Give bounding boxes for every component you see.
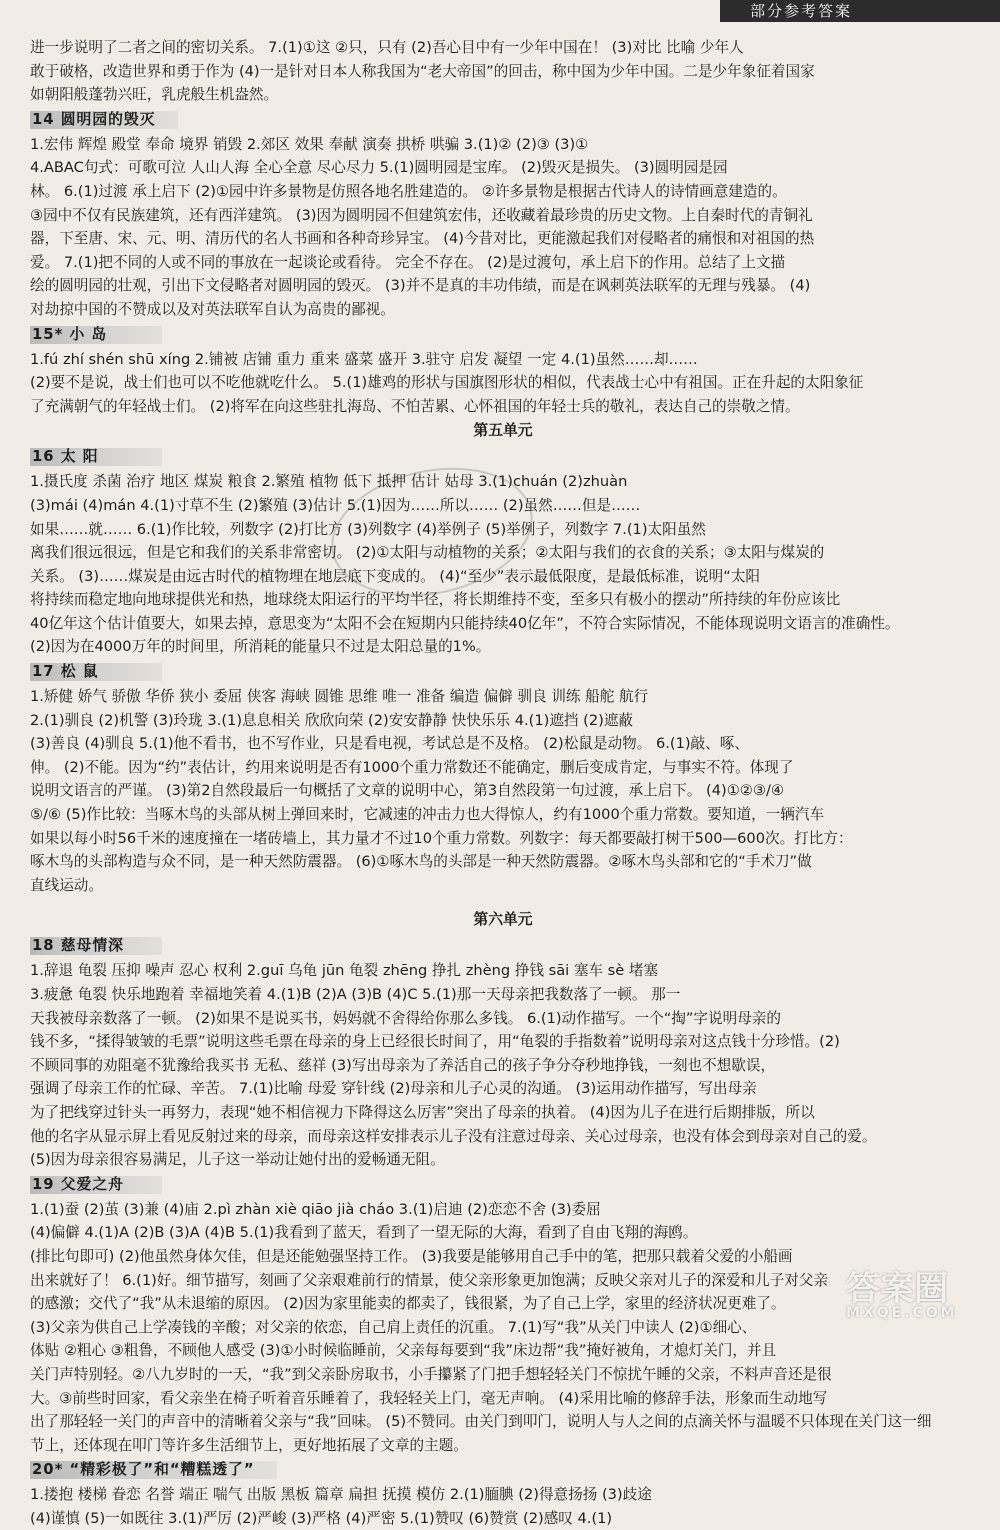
answer-line: 直线运动。 [30, 876, 103, 894]
answer-line: 2.(1)驯良 (2)机警 (3)玲珑 3.(1)息息相关 欣欣向荣 (2)安安静静 快快乐乐 4.(1)遮挡 (2)遮蔽 [30, 711, 634, 729]
answer-line: (2)因为在4000万年的时间里，所消耗的能量只不过是太阳总量的1%。 [30, 638, 491, 656]
lesson-title: 20* “精彩极了”和“糟糕透了” [30, 1461, 277, 1479]
spacer [30, 897, 976, 907]
answer-line: 1.(1)蚕 (2)茧 (3)兼 (4)庙 2.pì zhàn xiè qiāo jià cháo 3.(1)启迪 (2)恋恋不舍 (3)委屈 [30, 1200, 601, 1218]
lesson-heading [30, 109, 976, 131]
lesson-heading [30, 661, 976, 683]
answer-line: 体贴 ②粗心 ③粗鲁，不顾他人感受 (3)①小时候临睡前，父亲每每要到“我”床边帮“我”掩好被角，才熄灯关门，并且 [30, 1342, 777, 1360]
site-logo [846, 1269, 992, 1324]
unit-title: 第六单元 [473, 911, 533, 929]
answer-line: 爱。 7.(1)把不同的人或不同的事放在一起谈论或看待。 完全不存在。 (2)是过渡句，承上启下的作用。总结了上文描 [30, 253, 786, 271]
answer-line: 的感激；交代了“我”从未退缩的原因。 (2)因为家里能卖的都卖了，钱很紧，为了自己上学，家里的经济状况更难了。 [30, 1295, 786, 1313]
answer-line: 关门声特别轻。②八九岁时的一天，“我”到父亲卧房取书，小手攥紧了门把手想轻轻关门不惊扰午睡的父亲，不料声音还是很 [30, 1365, 832, 1383]
answer-line: 1.fú zhí shén shū xíng 2.铺被 店铺 重力 重来 盛菜 盛开 3.驻守 启发 凝望 一定 4.(1)虽然……却…… [30, 350, 698, 368]
answer-line: 不顾同事的劝阻毫不犹豫给我买书 无私、慈祥 (3)写出母亲为了养活自己的孩子争分夺秒地挣钱，一刻也不想歇误， [30, 1056, 776, 1074]
logo-text: 答案圈 [846, 1269, 948, 1309]
answer-line: 钱不多，“揉得皱皱的毛票”说明这些毛票在母亲的身上已经很长时间了，用“龟裂的手指数着”说明母亲对这点钱十分珍惜。(2) [30, 1033, 840, 1051]
answer-line: 他的名字从显示屏上看见反射过来的母亲，而母亲这样安排表示儿子没有注意过母亲、关心过母亲，也没有体会到母亲对自己的爱。 [30, 1127, 877, 1145]
answer-line: 1.矫健 娇气 骄傲 华侨 狭小 委屈 侠客 海峡 圆锥 思维 唯一 准备 编造 偏僻 驯良 训练 船舵 航行 [30, 688, 649, 706]
answer-line: (3)善良 (4)驯良 5.(1)他不看书，也不写作业，只是看电视，考试总是不及格。 (2)松鼠是动物。 6.(1)敲、啄、 [30, 735, 749, 753]
answer-line: 为了把线穿过针头一再努力，表现“她不相信视力下降得这么厉害”突出了母亲的执着。 (4)因为儿子在进行后期排版，所以 [30, 1103, 815, 1121]
answer-line: 如朝阳般蓬勃兴旺，乳虎般生机盎然。 [30, 86, 279, 104]
answer-line: 林。 6.(1)过渡 承上启下 (2)①园中许多景物是仿照各地名胜建造的。 ②许多景物是根据古代诗人的诗情画意建造的。 [30, 182, 787, 200]
answer-line: (2)要不是说，战士们也可以不吃他就吃什么。 5.(1)雄鸡的形状与国旗图形状的相似，代表战士心中有祖国。正在升起的太阳象征 [30, 374, 864, 392]
answer-line: (排比句即可) (2)他虽然身体欠佳，但是还能勉强坚持工作。 (3)我要是能够用自己手中的笔，把那只载着父爱的小船画 [30, 1247, 793, 1265]
answer-line: 了充满朝气的年轻战士们。 (2)将军在向这些驻扎海岛、不怕苦累、心怀祖国的年轻士兵的敬礼，表达自己的崇敬之情。 [30, 397, 800, 415]
answer-line: 出来就好了！ 6.(1)好。细节描写，刻画了父亲艰难前行的情景，使父亲形象更加饱满；反映父亲对儿子的深爱和儿子对父亲 [30, 1271, 829, 1289]
lesson-title: 19 父爱之舟 [30, 1176, 162, 1194]
lesson-heading [30, 1174, 976, 1196]
answer-line: 伸。 (2)不能。因为“约”表估计，约用来说明是否有1000个重力常数还不能确定，删后变成肯定，与事实不符。体现了 [30, 758, 794, 776]
answer-line: (3)mái (4)mán 4.(1)寸草不生 (2)繁殖 (3)估计 5.(1)因为……所以…… (2)虽然……但是…… [30, 496, 641, 514]
answer-line: 1.搂抱 楼梯 眷恋 名誉 端正 喘气 出版 黑板 篇章 扁担 抚摸 模仿 2.(1)腼腆 (2)得意扬扬 (3)歧途 [30, 1486, 652, 1504]
answer-line: (4)偏僻 4.(1)A (2)B (3)A (4)B 5.(1)我看到了蓝天，看到了一望无际的大海，看到了自由飞翔的海鸥。 [30, 1224, 698, 1242]
answer-line: 将持续而稳定地向地球提供光和热，地球绕太阳运行的平均半径，将长期维持不变，至多只有极小的摆动”所持续的年份应该比 [30, 591, 841, 609]
answer-line: ⑤/⑥ (5)作比较：当啄木鸟的头部从树上弹回来时，它减速的冲击力也大得惊人，约有1000个重力常数。要知道，一辆汽车 [30, 806, 825, 824]
lesson-heading [30, 1459, 976, 1481]
answer-line: 进一步说明了二者之间的密切关系。 7.(1)①这 ②只，只有 (2)吾心目中有一少年中国在！ (3)对比 比喻 少年人 [30, 39, 744, 56]
answer-line: ③园中不仅有民族建筑，还有西洋建筑。 (3)因为圆明园不但建筑宏伟，还收藏着最珍贵的历史文物。上自秦时代的青铜礼 [30, 206, 813, 224]
answer-line: (4)谨慎 (5)一如既往 3.(1)严厉 (2)严峻 (3)严格 (4)严密 5.(1)赞叹 (6)赞赏 (2)感叹 4.(1) [30, 1509, 613, 1527]
answer-line: 如果以每小时56千米的速度撞在一堵砖墙上，其力量才不过10个重力常数。列数字：每天都要敲打树干500—600次。打比方： [30, 829, 853, 847]
answer-line: 1.摄氏度 杀菌 治疗 地区 煤炭 粮食 2.繁殖 植物 低下 抵押 估计 姑母 3.(1)chuán (2)zhuàn [30, 473, 628, 491]
answer-line: 天我被母亲数落了一顿。 (2)如果不是说买书，妈妈就不舍得给你那么多钱。 6.(1)动作描写。一个“掏”字说明母亲的 [30, 1009, 781, 1027]
answer-line: (3)父亲为供自己上学凑钱的辛酸；对父亲的依恋，自己肩上责任的沉重。 7.(1)写“我”从关门中读人 (2)①细心、 [30, 1318, 757, 1336]
answer-line: 40亿年这个估计值要大，如果去掉，意思变为“太阳不会在短期内只能持续40亿年”，不符合实际情况，不能体现说明文语言的准确性。 [30, 614, 900, 632]
answer-line: 关系。 (3)……煤炭是由远古时代的植物埋在地层底下变成的。 (4)“至少”表示最低限度，是最低标准，说明“太阳 [30, 567, 761, 585]
lesson-title: 15* 小 岛 [30, 326, 162, 344]
answer-line: 绘的圆明园的壮观，引出下文侵略者对圆明园的毁灭。 (3)并不是真的丰功伟绩，而是在讽刺英法联军的无理与残暴。 (4) [30, 277, 811, 295]
logo-domain: MXQE.COM [846, 1305, 958, 1321]
answer-line: 4.ABAC句式：可歌可泣 人山人海 全心全意 尽心尽力 5.(1)圆明园是宝库。 (2)毁灭是损失。 (3)圆明园是园 [30, 159, 728, 177]
answer-content [30, 36, 976, 1530]
unit-title: 第五单元 [473, 422, 533, 440]
answer-line: 出了那轻轻一关门的声音中的清晰着父亲与“我”回味。 (5)不赞同。由关门到叩门，说明人与人之间的点滴关怀与温暖不只体现在关门这一细 [30, 1413, 932, 1431]
header-title: 部分参考答案 [750, 2, 853, 20]
answer-line: 如果……就…… 6.(1)作比较，列数字 (2)打比方 (3)列数字 (4)举例子 (5)举例子，列数字 7.(1)太阳虽然 [30, 520, 706, 538]
lesson-title: 18 慈母情深 [30, 937, 162, 955]
page-header [720, 0, 1000, 22]
lesson-heading [30, 935, 976, 957]
answer-line: 强调了母亲工作的忙碌、辛苦。 7.(1)比喻 母爱 穿针线 (2)母亲和儿子心灵的沟通。 (3)运用动作描写，写出母亲 [30, 1080, 757, 1098]
lesson-title: 17 松 鼠 [30, 663, 162, 681]
lesson-title: 16 太 阳 [30, 448, 162, 466]
answer-line: 大。③前些时回家，看父亲坐在椅子听着音乐睡着了，我轻轻关上门，毫无声响。 (4)采用比喻的修辞手法，形象而生动地写 [30, 1389, 828, 1407]
lesson-heading [30, 446, 976, 468]
answer-line: 3.疲惫 龟裂 快乐地跑着 幸福地笑着 4.(1)B (2)A (3)B (4)C 5.(1)那一天母亲把我数落了一顿。 那一 [30, 986, 681, 1003]
answer-line: 说明文语言的严谨。 (3)第2自然段最后一句概括了文章的说明中心，第3自然段第一句过渡，承上启下。 (4)①②③/④ [30, 782, 784, 800]
answer-line: 1.辞退 龟裂 压抑 噪声 忍心 权利 2.guī 乌龟 jūn 龟裂 zhēng 挣扎 zhèng 挣钱 sāi 塞车 sè 堵塞 [30, 962, 659, 980]
lesson-title: 14 圆明园的毁灭 [30, 111, 178, 129]
answer-line: 节上，还体现在叩门等许多生活细节上，更好地拓展了文章的主题。 [30, 1436, 468, 1454]
answer-line: 对劫掠中国的不赞成以及对英法联军自认为高贵的鄙视。 [30, 300, 395, 318]
lesson-heading [30, 324, 976, 346]
answer-line: 敢于破格，改造世界和勇于作为 (4)一是针对日本人称我国为“老大帝国”的回击，称中国为少年中国。二是少年象征着国家 [30, 62, 815, 80]
answer-line: 啄木鸟的头部构造与众不同，是一种天然防震器。 (6)①啄木鸟的头部是一种天然防震器。②啄木鸟头部和它的“手术刀”做 [30, 853, 812, 871]
answer-line: 器，下至唐、宋、元、明、清历代的名人书画和各种奇珍异宝。 (4)今昔对比，更能激起我们对侵略者的痛恨和对祖国的热 [30, 230, 815, 248]
answer-line: (5)因为母亲很容易满足，儿子这一举动让她付出的爱畅通无阻。 [30, 1151, 445, 1169]
answer-line: 离我们很远很远，但是它和我们的关系非常密切。 (2)①太阳与动植物的关系；②太阳与我们的衣食的关系；③太阳与煤炭的 [30, 544, 825, 562]
answer-line: 1.宏伟 辉煌 殿堂 奉命 境界 销毁 2.郊区 效果 奉献 演奏 拱桥 哄骗 3.(1)② (2)③ (3)① [30, 135, 589, 153]
